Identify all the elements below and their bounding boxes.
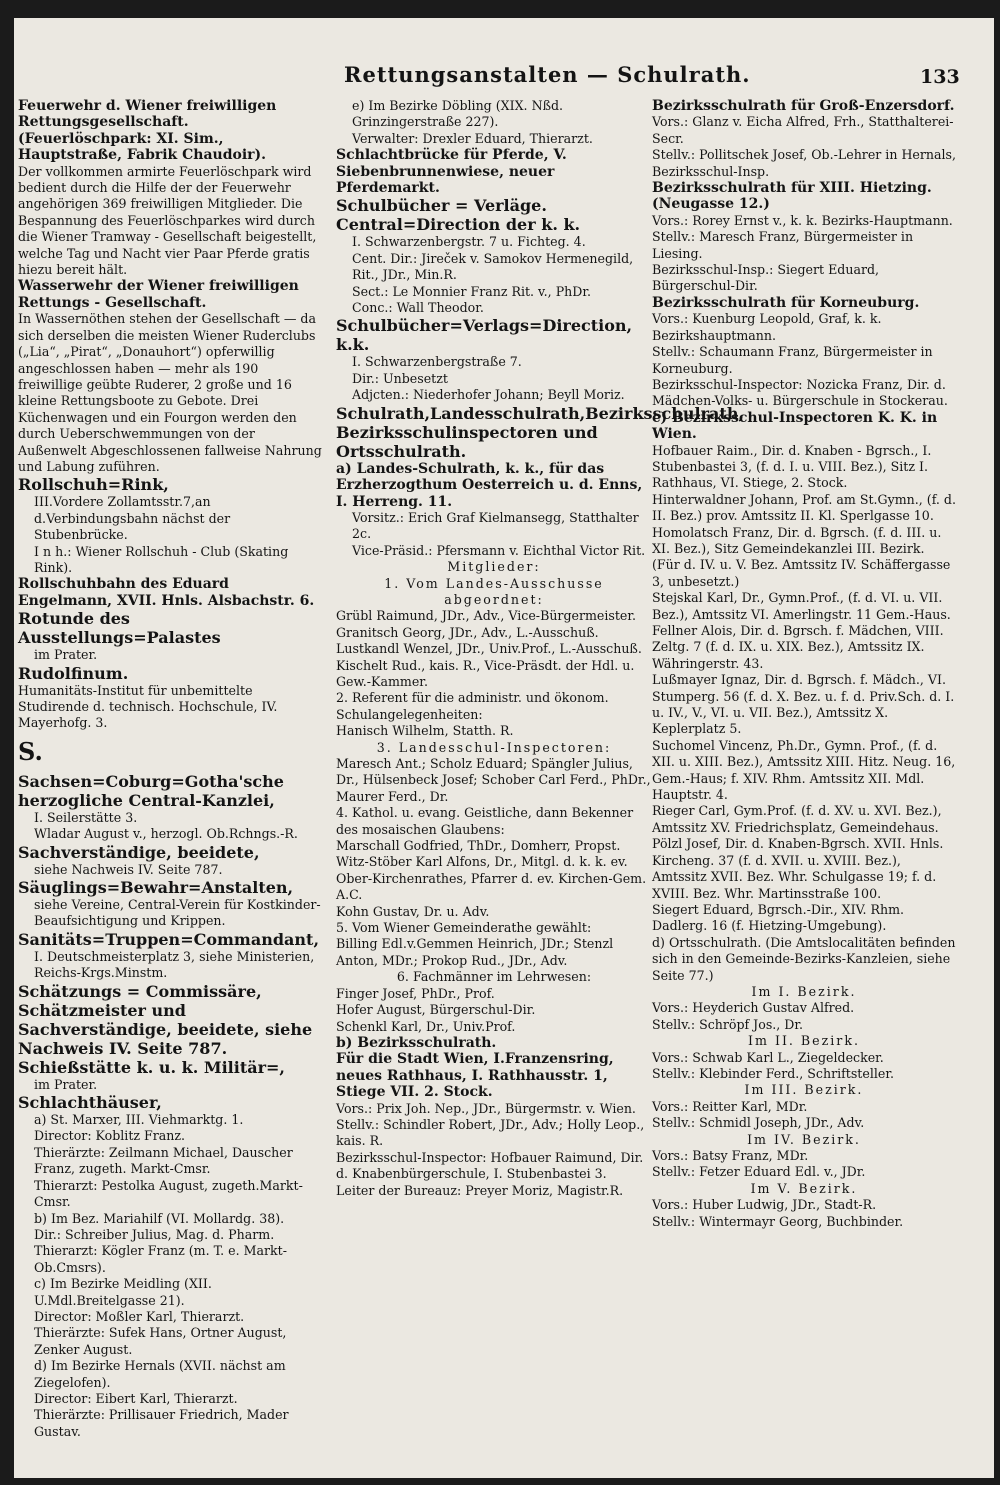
directory-entry: siehe Vereine, Central-Verein für Kostkinder-Beaufsichtigung und Krippen.: [34, 897, 321, 929]
directory-entry: I. Schwarzenbergstr. 7 u. Fichteg. 4.: [352, 234, 586, 250]
directory-entry: b) Bezirksschulrath.: [336, 1034, 497, 1051]
directory-entry: Grübl Raimund, JDr., Adv., Vice-Bürgermeister.: [336, 608, 637, 624]
directory-entry: Schenkl Karl, Dr., Univ.Prof.: [336, 1018, 516, 1034]
page-number: 133: [920, 66, 960, 88]
directory-entry: Sachverständige, beeidete,: [18, 842, 260, 862]
directory-entry: Schlachthäuser,: [18, 1093, 162, 1113]
directory-entry: Hofbauer Raim., Dir. d. Knaben - Bgrsch., I. Stubenbastei 3, (f. d. I. u. VIII. Bez.), Sitz I. Rathhaus, VI. Stiege, 2. Stock.: [652, 442, 932, 491]
directory-entry: Im III. Bezirk.: [744, 1082, 864, 1098]
directory-entry: Thierärzte: Sufek Hans, Ortner August, Zenker August.: [34, 1325, 287, 1357]
column-1: [18, 98, 326, 1440]
directory-entry: Schlachtbrücke für Pferde, V. Siebenbrunnenwiese, neuer Pferdemarkt.: [336, 147, 567, 197]
directory-entry: Vors.: Glanz v. Eicha Alfred, Frh., Statthalterei-Secr.: [652, 114, 954, 146]
directory-entry: Granitsch Georg, JDr., Adv., L.-Ausschuß.: [336, 624, 599, 640]
column-3: [652, 98, 956, 1230]
directory-entry: 5. Vom Wiener Gemeinderathe gewählt:: [336, 920, 592, 936]
directory-entry: Lußmayer Ignaz, Dir. d. Bgrsch. f. Mädch., VI. Stumperg. 56 (f. d. X. Bez. u. f. d. Priv.Sch. d. I. u. IV., V., VI. u. VII. Bez.), Amtssitz X. Keplerplatz 5.: [652, 672, 955, 737]
directory-entry: Vors.: Prix Joh. Nep., JDr., Bürgermstr. v. Wien.: [336, 1100, 636, 1116]
directory-entry: 3. Landesschul-Inspectoren:: [376, 739, 612, 755]
directory-entry: Stellv.: Schröpf Jos., Dr.: [652, 1016, 804, 1032]
directory-entry: im Prater.: [34, 1076, 98, 1092]
directory-entry: Bezirksschul-Inspector: Hofbauer Raimund, Dir. d. Knabenbürgerschule, I. Stubenbastei 3.: [336, 1149, 644, 1182]
directory-entry: Vice-Präsid.: Pfersmann v. Eichthal Victor Rit.: [352, 542, 646, 558]
directory-entry: Adjcten.: Niederhofer Johann; Beyll Moriz.: [352, 387, 625, 403]
directory-entry: im Prater.: [34, 647, 98, 663]
directory-entry: Director: Koblitz Franz.: [34, 1128, 186, 1144]
directory-entry: Mitglieder:: [447, 559, 541, 575]
directory-entry: III.Vordere Zollamtsstr.7,an d.Verbindungsbahn nächst der Stubenbrücke.: [34, 494, 231, 543]
directory-entry: Vors.: Schwab Karl L., Ziegeldecker.: [652, 1049, 884, 1065]
directory-entry: Fellner Alois, Dir. d. Bgrsch. f. Mädchen, VIII. Zeltg. 7 (f. d. IX. u. XIX. Bez.), Amtssitz IX. Währingerstr. 43.: [652, 623, 944, 671]
directory-entry: Stejskal Karl, Dr., Gymn.Prof., (f. d. VI. u. VII. Bez.), Amtssitz VI. Amerlingstr. 11 Gem.-Haus.: [652, 590, 951, 622]
directory-entry: Finger Josef, PhDr., Prof.: [336, 985, 495, 1001]
directory-entry: Stellv.: Schmidl Joseph, JDr., Adv.: [652, 1115, 865, 1131]
directory-entry: Rollschuhbahn des Eduard Engelmann, XVII. Hnls. Alsbachstr. 6.: [18, 576, 315, 609]
directory-entry: Pölzl Josef, Dir. d. Knaben-Bgrsch. XVII. Hnls. Kircheng. 37 (f. d. XVII. u. XVIII. Bez.), Amtssitz XVII. Bez. Whr. Schulgasse 19; f. d. XVIII. Bez. Whr. Martinsstraße 100.: [652, 836, 944, 901]
directory-entry: Thierärzte: Zeilmann Michael, Dauscher Franz, zugeth. Markt-Cmsr.: [34, 1144, 293, 1177]
directory-entry: Für die Stadt Wien, I.Franzensring, neues Rathhaus, I. Rathhausstr. 1, Stiege VII. 2. Stock.: [336, 1051, 614, 1101]
directory-entry: Dir.: Schreiber Julius, Mag. d. Pharm.: [34, 1226, 275, 1242]
directory-entry: Marschall Godfried, ThDr., Domherr, Propst.: [336, 838, 621, 854]
directory-entry: Verwalter: Drexler Eduard, Thierarzt.: [352, 130, 593, 146]
directory-entry: Im IV. Bezirk.: [747, 1131, 861, 1147]
directory-entry: Stellv.: Klebinder Ferd., Schriftsteller.: [652, 1065, 894, 1081]
directory-entry: 6. Fachmänner im Lehrwesen:: [396, 969, 592, 985]
directory-entry: Dir.: Unbesetzt: [352, 370, 448, 386]
directory-entry: Vors.: Batsy Franz, MDr.: [652, 1148, 809, 1163]
directory-entry: I n h.: Wiener Rollschuh - Club (Skating Rink).: [34, 543, 289, 575]
directory-entry: 2. Referent für die administr. und ökonom. Schulangelegenheiten:: [336, 690, 609, 722]
directory-entry: a) St. Marxer, III. Viehmarktg. 1.: [34, 1112, 244, 1128]
directory-entry: e) Im Bezirke Döbling (XIX. Nßd. Grinzingerstraße 227).: [352, 98, 564, 130]
directory-entry: Vors.: Reitter Karl, MDr.: [652, 1098, 808, 1114]
directory-entry: Billing Edl.v.Gemmen Heinrich, JDr.; Stenzl Anton, MDr.; Prokop Rud., JDr., Adv.: [336, 936, 614, 968]
directory-entry: Säuglings=Bewahr=Anstalten,: [18, 878, 294, 898]
directory-entry: Humanitäts-Institut für unbemittelte Studirende d. technisch. Hochschule, IV. Mayerhofg. 3.: [18, 682, 278, 731]
directory-entry: Im II. Bezirk.: [748, 1033, 860, 1049]
directory-entry: Lustkandl Wenzel, JDr., Univ.Prof., L.-Ausschuß.: [336, 641, 642, 657]
directory-entry: Vors.: Kuenburg Leopold, Graf, k. k. Bezirkshauptmann.: [652, 311, 882, 343]
directory-entry: Suchomel Vincenz, Ph.Dr., Gymn. Prof., (f. d. XII. u. XIII. Bez.), Amtssitz XIII. Hitz. Neug. 16, Gem.-Haus; f. XIV. Rhm. Amtssitz XII. Mdl. Hauptstr. 4.: [652, 737, 956, 803]
directory-entry: Homolatsch Franz, Dir. d. Bgrsch. (f. d. III. u. XI. Bez.), Sitz Gemeindekanzlei III. Bezirk.: [652, 524, 942, 556]
directory-entry: Wasserwehr der Wiener freiwilligen Rettungs - Gesellschaft.: [18, 278, 299, 311]
directory-entry: Vors.: Heyderich Gustav Alfred.: [652, 1000, 855, 1016]
directory-entry: Vorsitz.: Erich Graf Kielmansegg, Statthalter 2c.: [352, 509, 639, 542]
directory-entry: Rollschuh=Rink,: [18, 475, 169, 495]
directory-entry: siehe Nachweis IV. Seite 787.: [34, 861, 223, 877]
directory-entry: Sachsen=Coburg=Gotha'sche herzogliche Central-Kanzlei,: [18, 771, 284, 810]
directory-entry: Thierarzt: Pestolka August, zugeth.Markt-Cmsr.: [34, 1177, 303, 1210]
directory-entry: I. Seilerstätte 3.: [34, 809, 138, 825]
directory-entry: d) Im Bezirke Hernals (XVII. nächst am Ziegelofen).: [34, 1358, 286, 1390]
directory-entry: Im I. Bezirk.: [751, 983, 857, 999]
directory-entry: I. Deutschmeisterplatz 3, siehe Ministerien, Reichs-Krgs.Minstm.: [34, 948, 315, 981]
directory-entry: Kohn Gustav, Dr. u. Adv.: [336, 903, 490, 919]
directory-entry: Schulbücher = Verläge. Central=Direction der k. k.: [336, 196, 581, 235]
directory-entry: Thierarzt: Kögler Franz (m. T. e. Markt-Ob.Cmsrs).: [34, 1243, 287, 1275]
directory-entry: a) Landes-Schulrath, k. k., für das Erzherzogthum Oesterreich u. d. Enns, I. Herreng. 11.: [336, 460, 643, 510]
directory-entry: Sect.: Le Monnier Franz Rit. v., PhDr.: [352, 283, 592, 299]
directory-entry: Schulrath,Landesschulrath,Bezirksschulrath, Bezirksschulinspectoren und Ortsschulrath.: [336, 403, 745, 461]
directory-entry: Director: Moßler Karl, Thierarzt.: [34, 1308, 245, 1324]
directory-entry: Siegert Eduard, Bgrsch.-Dir., XIV. Rhm. Dadlerg. 16 (f. Hietzing-Umgebung).: [652, 901, 905, 934]
directory-entry: Thierärzte: Prillisauer Friedrich, Mader Gustav.: [34, 1407, 289, 1439]
directory-entry: Sanitäts=Truppen=Commandant,: [18, 929, 320, 949]
directory-entry: Stellv.: Schaumann Franz, Bürgermeister in Korneuburg.: [652, 344, 933, 376]
directory-entry: Bezirksschulrath für XIII. Hietzing. (Neugasse 12.): [652, 180, 932, 213]
directory-entry: Schießstätte k. u. k. Militär=,: [18, 1057, 285, 1077]
directory-entry: Hanisch Wilhelm, Statth. R.: [336, 723, 514, 739]
directory-entry: c) Im Bezirke Meidling (XII. U.Mdl.Breitelgasse 21).: [34, 1276, 212, 1308]
directory-entry: Rotunde des Ausstellungs=Palastes: [18, 609, 221, 648]
directory-entry: Wladar August v., herzogl. Ob.Rchngs.-R.: [34, 826, 298, 842]
directory-entry: Bezirksschulrath für Groß-Enzersdorf.: [652, 98, 955, 114]
directory-entry: Rudolfinum.: [18, 663, 129, 683]
directory-entry: Hofer August, Bürgerschul-Dir.: [336, 1002, 536, 1018]
directory-entry: Bezirksschulrath für Korneuburg.: [652, 294, 920, 311]
directory-entry: Stellv.: Maresch Franz, Bürgermeister in Liesing.: [652, 229, 914, 261]
directory-entry: Vors.: Rorey Ernst v., k. k. Bezirks-Hauptmann.: [652, 212, 953, 228]
directory-entry: In Wassernöthen stehen der Gesellschaft — da sich derselben die meisten Wiener Ruderclubs („Lia“, „Pirat“, „Donauhort“) opferwillig angeschlossen haben — mehr als 190 freiwillige geübte Ruderer, 2 große und 16 kleine Rettungsboote zu Gebote. Drei Küchenwagen und ein Fourgon werden den durch Ueberschwemmungen von der Außenwelt Abgeschlossenen fallweise Nahrung und Labung zuführen.: [18, 311, 322, 474]
running-title: Rettungsanstalten — Schulrath.: [344, 62, 751, 87]
directory-entry: Im V. Bezirk.: [750, 1180, 858, 1196]
directory-entry: b) Im Bez. Mariahilf (VI. Mollardg. 38).: [34, 1210, 285, 1226]
directory-entry: Leiter der Bureauz: Preyer Moriz, Magistr.R.: [336, 1182, 624, 1198]
directory-entry: Schulbücher=Verlags=Direction, k.k.: [336, 316, 633, 355]
directory-entry: Hinterwaldner Johann, Prof. am St.Gymn., (f. d. II. Bez.) prov. Amtssitz II. Kl. Sperlgasse 10.: [652, 491, 956, 524]
directory-entry: Stellv.: Pollitschek Josef, Ob.-Lehrer in Hernals, Bezirksschul-Insp.: [652, 147, 957, 179]
directory-entry: (Für d. IV. u. V. Bez. Amtssitz IV. Schäffergasse 3, unbesetzt.): [652, 557, 951, 589]
directory-entry: d) Ortsschulrath. (Die Amtslocalitäten befinden sich in den Gemeinde-Bezirks-Kanzleien, siehe Seite 77.): [652, 934, 956, 983]
directory-entry: Stellv.: Wintermayr Georg, Buchbinder.: [652, 1213, 904, 1229]
directory-entry: Stellv.: Schindler Robert, JDr., Adv.; Holly Leop., kais. R.: [336, 1116, 645, 1149]
directory-entry: Cent. Dir.: Jireček v. Samokov Hermenegild, Rit., JDr., Min.R.: [352, 250, 634, 283]
directory-entry: Feuerwehr d. Wiener freiwilligen Rettungsgesellschaft. (Feuerlöschpark: XI. Sim., Hauptstraße, Fabrik Chaudoir).: [18, 98, 277, 164]
directory-entry: Witz-Stöber Karl Alfons, Dr., Mitgl. d. k. k. ev. Ober-Kirchenrathes, Pfarrer d. ev. Kirchen-Gem. A.C.: [336, 854, 647, 903]
directory-entry: Kischelt Rud., kais. R., Vice-Präsdt. der Hdl. u. Gew.-Kammer.: [336, 657, 635, 689]
directory-entry: Vors.: Huber Ludwig, JDr., Stadt-R.: [652, 1197, 877, 1213]
directory-entry: Der vollkommen armirte Feuerlöschpark wird bedient durch die Hilfe der der Feuerwehr angehörigen 369 freiwilligen Mitglieder. Die Bespannung des Feuerlöschparkes wird durch die Wiener Tramway - Gesellschaft beigestellt, welche Tag und Nacht vier Paar Pferde gratis hiezu bereit hält.: [18, 163, 317, 278]
page: [14, 18, 994, 1478]
directory-entry: Stellv.: Fetzer Eduard Edl. v., JDr.: [652, 1164, 866, 1180]
directory-entry: Bezirksschul-Inspector: Nozicka Franz, Dir. d. Mädchen-Volks- u. Bürgerschule in Stockerau.: [652, 376, 948, 409]
directory-entry: 4. Kathol. u. evang. Geistliche, dann Bekenner des mosaischen Glaubens:: [336, 805, 634, 837]
directory-entry: 1. Vom Landes-Ausschusse abgeordnet:: [384, 575, 604, 607]
directory-entry: Bezirksschul-Insp.: Siegert Eduard, Bürgerschul-Dir.: [652, 262, 880, 294]
directory-entry: c) Bezirksschul-Inspectoren K. K. in Wien.: [652, 409, 938, 443]
directory-entry: Conc.: Wall Theodor.: [352, 300, 484, 316]
directory-entry: Maresch Ant.; Scholz Eduard; Spängler Julius, Dr., Hülsenbeck Josef; Schober Carl Ferd., PhDr., Maurer Ferd., Dr.: [336, 756, 651, 804]
directory-entry: Rieger Carl, Gym.Prof. (f. d. XV. u. XVI. Bez.), Amtssitz XV. Friedrichsplatz, Gemeindehaus.: [652, 803, 942, 835]
directory-entry: Schätzungs = Commissäre, Schätzmeister und Sachverständige, beeidete, siehe Nachweis IV. Seite 787.: [18, 981, 313, 1058]
directory-entry: I. Schwarzenbergstraße 7.: [352, 354, 522, 370]
directory-entry: Director: Eibert Karl, Thierarzt.: [34, 1390, 238, 1406]
directory-entry: S.: [18, 736, 43, 766]
